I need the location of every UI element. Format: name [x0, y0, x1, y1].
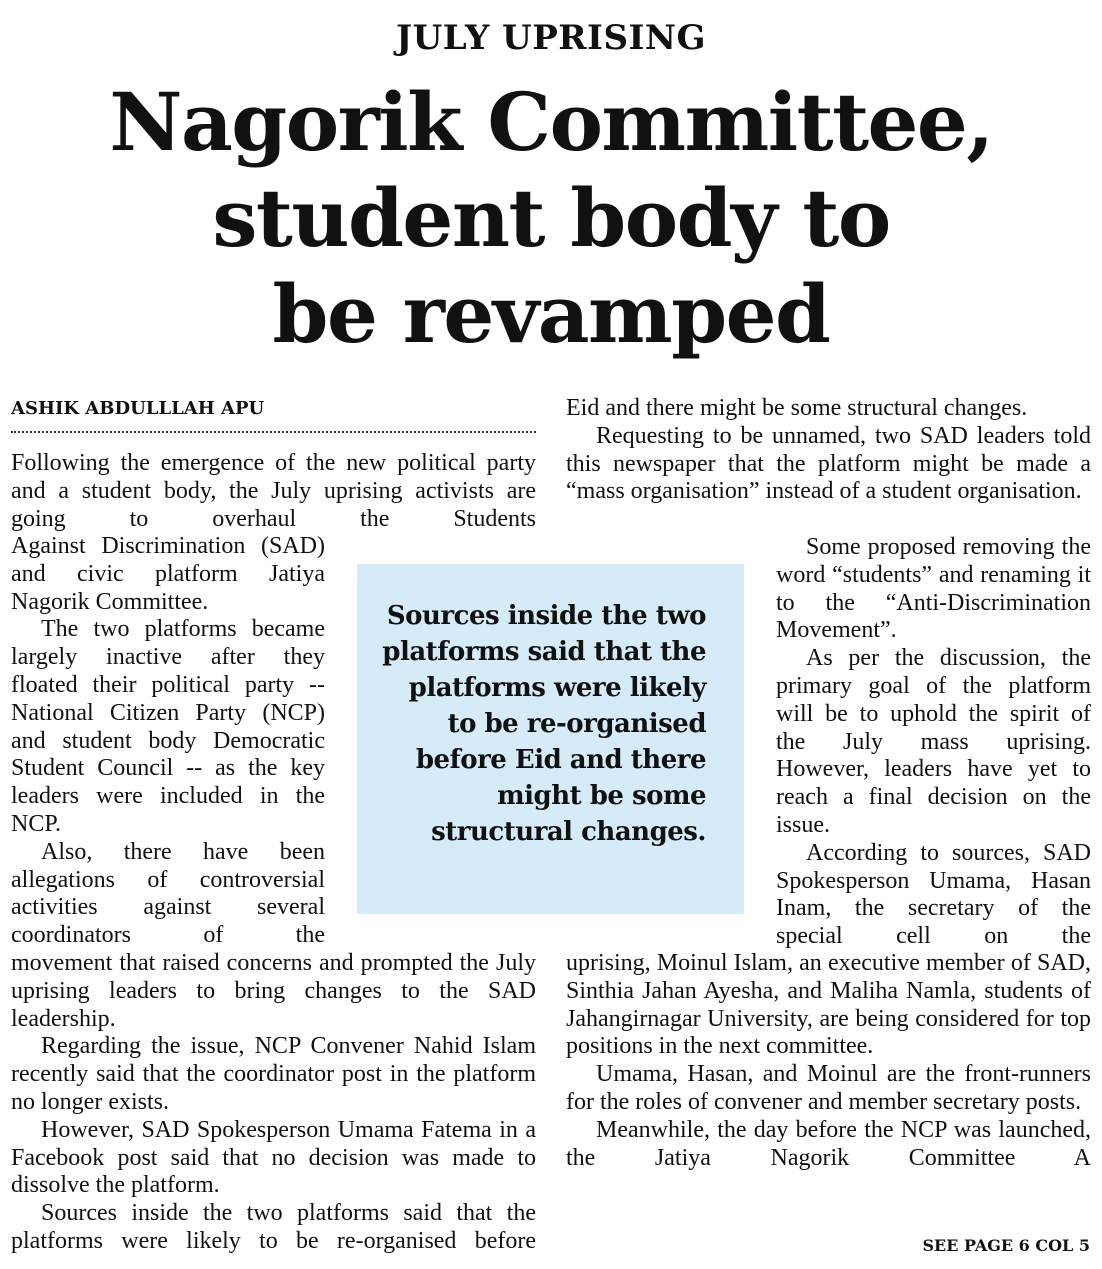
headline — [0, 74, 1102, 362]
paragraph: According to sources, SAD Spokesperson Umama, Hasan Inam, the secretary of the special cell on the — [776, 839, 1091, 950]
pull-quote-text: Sources inside the two platforms said that the platforms were likely to be re-organised before Eid and there might be some structural changes. — [382, 601, 706, 847]
paragraph: However, SAD Spokesperson Umama Fatema in a Facebook post said that no decision was made to dissolve the platform. — [11, 1116, 536, 1199]
paragraph: Also, there have been allegations of controversial activities against several coordinators of the — [11, 838, 325, 949]
column-1-bottom — [11, 950, 536, 1256]
headline-line-3: be revamped — [272, 267, 830, 361]
headline-line-1: Nagorik Committee, — [109, 75, 993, 169]
continued-jump-line: SEE PAGE 6 COL 5 — [922, 1236, 1090, 1255]
byline-divider — [11, 431, 536, 433]
paragraph: The two platforms became largely inactive after they floated their political party -- National Citizen Party (NCP) and student body Democratic Student Council -- as the key leaders were included in the NCP. — [11, 616, 325, 837]
column-2-top — [566, 395, 1091, 506]
column-2-narrow — [776, 534, 1091, 951]
section-kicker: JULY UPRISING — [395, 18, 707, 58]
column-2-bottom — [566, 950, 1091, 1172]
paragraph: Umama, Hasan, and Moinul are the front-runners for the roles of convener and member secretary posts. — [566, 1061, 1091, 1115]
column-1-top — [11, 450, 536, 533]
paragraph: Eid and there might be some structural changes. — [566, 395, 1028, 421]
paragraph: Requesting to be unnamed, two SAD leaders told this newspaper that the platform might be made a “mass organisation” instead of a student organisation. — [566, 422, 1091, 505]
paragraph: As per the discussion, the primary goal of the platform will be to uphold the spirit of the July mass uprising. However, leaders have yet to reach a final decision on the issue. — [776, 645, 1091, 838]
paragraph: Following the emergence of the new political party and a student body, the July uprising activists are going to overhaul the Students — [11, 450, 536, 532]
column-1-narrow — [11, 533, 325, 950]
paragraph: uprising, Moinul Islam, an executive member of SAD, Sinthia Jahan Ayesha, and Maliha Namla, students of Jahangirnagar University, are being considered for top positions in the next committee. — [566, 950, 1091, 1060]
paragraph: Regarding the issue, NCP Convener Nahid Islam recently said that the coordinator post in the platform no longer exists. — [11, 1033, 536, 1115]
paragraph: Against Discrimination (SAD) and civic platform Jatiya Nagorik Committee. — [11, 533, 325, 615]
paragraph: Meanwhile, the day before the NCP was launched, the Jatiya Nagorik Committee A — [566, 1116, 1091, 1171]
pull-quote-box — [357, 564, 744, 914]
paragraph: Sources inside the two platforms said that the platforms were likely to be re-organised before — [11, 1200, 536, 1254]
paragraph: movement that raised concerns and prompted the July uprising leaders to bring changes to the SAD leadership. — [11, 950, 536, 1032]
paragraph: Some proposed removing the word “students” and renaming it to the “Anti-Discrimination Movement”. — [776, 534, 1091, 644]
headline-line-2: student body to — [212, 171, 890, 265]
byline: ASHIK ABDULLLAH APU — [11, 398, 265, 419]
